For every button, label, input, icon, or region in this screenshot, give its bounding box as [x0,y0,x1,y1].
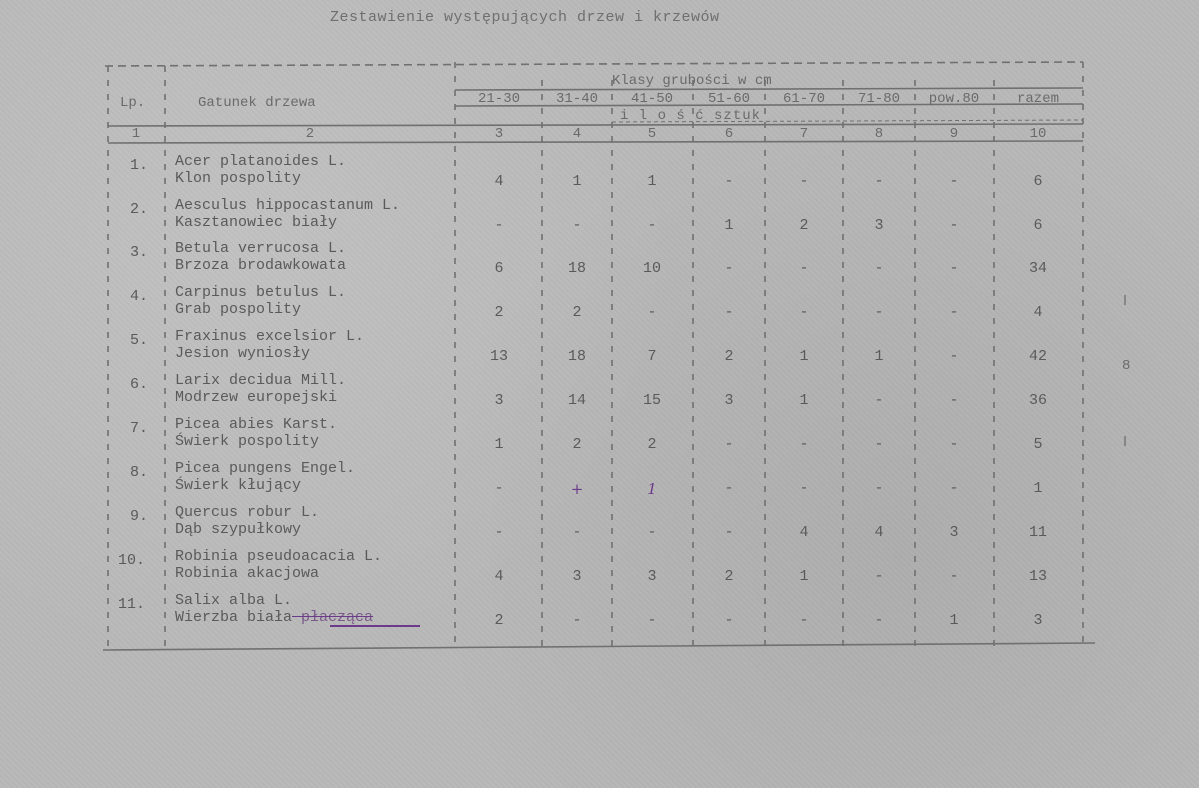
table-cell: 1 [572,173,582,190]
table-cell: - [494,524,504,541]
table-cell: 4 [1033,304,1043,321]
table-cell: 3 [874,217,884,234]
table-cell: - [874,568,884,585]
table-cell: + [570,480,584,498]
table-cell: 2 [494,612,504,629]
table-cell: - [724,480,734,497]
document-title: Zestawienie występujących drzew i krzewów [330,9,720,26]
table-cell: - [799,612,809,629]
header-column-number: 8 [874,126,884,142]
species-latin-name: Larix decidua Mill. [175,372,347,389]
table-cell: 1 [724,217,734,234]
species-latin-name: Fraxinus excelsior L. [175,328,365,345]
table-cell: 3 [494,392,504,409]
table-cell: - [949,568,959,585]
header-column-number: 7 [799,126,809,142]
species-latin-name: Salix alba L. [175,592,293,609]
table-cell: - [799,304,809,321]
table-cell: - [724,260,734,277]
table-cell: - [724,524,734,541]
species-polish-name: Modrzew europejski [175,389,338,406]
table-cell: - [724,173,734,190]
species-latin-name: Carpinus betulus L. [175,284,347,301]
table-cell: - [572,612,582,629]
table-cell: - [572,524,582,541]
row-number: 2. [130,201,149,218]
header-column-number: 6 [724,126,734,142]
header-class-7: pow.80 [928,91,980,107]
header-group-title: Klasy grubości w cm [612,73,772,89]
table-cell: 3 [572,568,582,585]
species-latin-name: Quercus robur L. [175,504,320,521]
table-cell: 3 [647,568,657,585]
table-cell: - [874,173,884,190]
header-column-number: 4 [572,126,582,142]
table-cell: - [647,304,657,321]
table-cell: - [799,260,809,277]
table-cell: - [494,480,504,497]
table-cell: 15 [642,392,661,409]
species-polish-name: Dąb szypułkowy [175,521,302,538]
margin-mark: 8 [1122,358,1131,374]
header-class-3: 41-50 [630,91,673,107]
row-number: 9. [130,508,149,525]
table-cell: 14 [567,392,586,409]
table-cell: 6 [1033,217,1043,234]
table-cell: 13 [489,348,508,365]
table-cell: - [874,612,884,629]
species-latin-name: Robinia pseudoacacia L. [175,548,383,565]
table-cell: - [949,217,959,234]
table-cell: 36 [1028,392,1047,409]
species-polish-name: Jesion wyniosły [175,345,311,362]
header-class-5: 61-70 [782,91,825,107]
row-number: 11. [118,596,146,613]
species-latin-name: Picea abies Karst. [175,416,338,433]
header-class-8: razem [1016,91,1059,107]
header-lp: Lp. [120,95,146,111]
table-cell: - [724,612,734,629]
table-cell: 6 [494,260,504,277]
table-cell: 1 [874,348,884,365]
table-cell: 1 [799,568,809,585]
header-class-2: 31-40 [555,91,598,107]
table-cell: 2 [799,217,809,234]
table-cell: 2 [724,348,734,365]
row-number: 10. [118,552,146,569]
table-cell: 1 [799,348,809,365]
species-polish-name: Klon pospolity [175,170,302,187]
table-cell: 42 [1028,348,1047,365]
table-cell: 7 [647,348,657,365]
table-cell: 1 [647,173,657,190]
row-number: 3. [130,244,149,261]
header-class-1: 21-30 [477,91,520,107]
header-species: Gatunek drzewa [198,95,316,111]
table-cell: 18 [567,348,586,365]
table-cell: 10 [642,260,661,277]
species-polish-name: Grab pospolity [175,301,302,318]
table-cell: 11 [1028,524,1047,541]
table-cell: 1 [1033,480,1043,497]
header-unit-row: i l o ś ć sztuk [620,108,762,124]
table-cell: - [874,260,884,277]
table-cell: 4 [874,524,884,541]
table-cell: 34 [1028,260,1047,277]
table-cell: - [647,612,657,629]
species-polish-name: Wierzba biała płacząca [175,609,374,626]
table-cell: - [949,260,959,277]
header-column-number: 2 [305,126,315,142]
table-cell: 1 [647,480,657,498]
table-cell: - [949,436,959,453]
table-cell: - [949,304,959,321]
struck-word: płacząca [292,609,374,626]
row-number: 8. [130,464,149,481]
species-latin-name: Picea pungens Engel. [175,460,356,477]
table-cell: - [799,480,809,497]
row-number: 5. [130,332,149,349]
species-polish-name: Robinia akacjowa [175,565,320,582]
table-cell: - [874,480,884,497]
table-cell: 6 [1033,173,1043,190]
species-polish-name: Świerk kłujący [175,477,302,494]
table-cell: - [949,173,959,190]
species-polish-name: Brzoza brodawkowata [175,257,347,274]
row-number: 6. [130,376,149,393]
table-cell: 13 [1028,568,1047,585]
table-cell: - [949,392,959,409]
header-column-number: 9 [949,126,959,142]
table-cell: 2 [572,436,582,453]
header-column-number: 5 [647,126,657,142]
species-latin-name: Acer platanoides L. [175,153,347,170]
table-cell: 4 [494,173,504,190]
table-cell: - [874,304,884,321]
table-cell: 1 [949,612,959,629]
table-cell: - [949,480,959,497]
table-cell: - [874,392,884,409]
row-number: 1. [130,157,149,174]
table-cell: 4 [494,568,504,585]
table-cell: 3 [949,524,959,541]
table-cell: - [799,436,809,453]
table-cell: - [572,217,582,234]
table-cell: - [647,524,657,541]
header-class-4: 51-60 [707,91,750,107]
table-cell: - [724,304,734,321]
header-column-number: 3 [494,126,504,142]
table-cell: - [874,436,884,453]
table-cell: - [949,348,959,365]
header-column-number: 10 [1029,126,1047,142]
table-cell: 1 [799,392,809,409]
table-cell: 5 [1033,436,1043,453]
species-latin-name: Betula verrucosa L. [175,240,347,257]
species-latin-name: Aesculus hippocastanum L. [175,197,401,214]
table-cell: 3 [724,392,734,409]
table-cell: 3 [1033,612,1043,629]
row-number: 4. [130,288,149,305]
header-column-number: 1 [131,126,141,142]
table-cell: 2 [724,568,734,585]
table-cell: 4 [799,524,809,541]
table-cell: - [647,217,657,234]
species-polish-name: Świerk pospolity [175,433,320,450]
table-cell: 2 [647,436,657,453]
table-cell: 1 [494,436,504,453]
table-cell: - [724,436,734,453]
table-cell: - [799,173,809,190]
table-cell: 2 [572,304,582,321]
row-number: 7. [130,420,149,437]
species-polish-name: Kasztanowiec biały [175,214,338,231]
table-cell: - [494,217,504,234]
table-cell: 2 [494,304,504,321]
header-class-6: 71-80 [857,91,900,107]
table-cell: 18 [567,260,586,277]
